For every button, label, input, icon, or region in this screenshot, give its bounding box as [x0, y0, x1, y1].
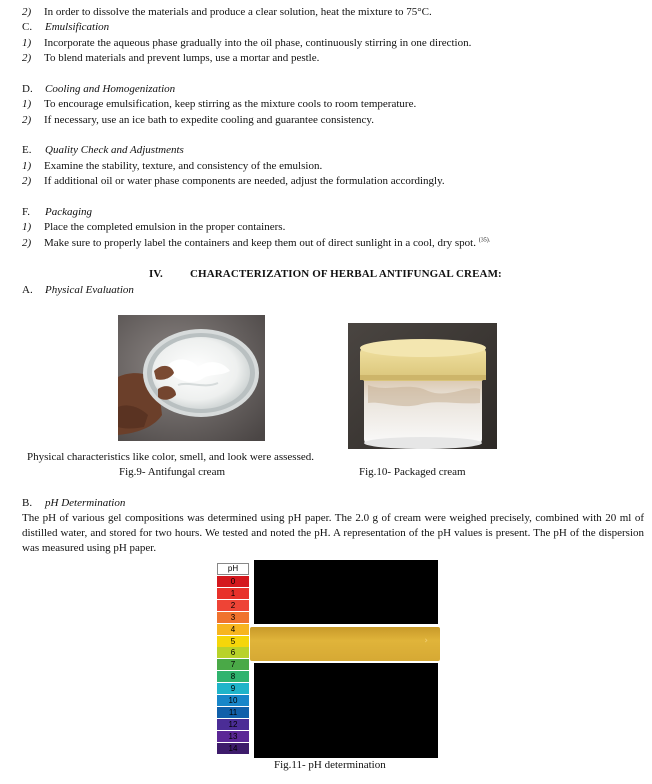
item-number: 1)	[22, 98, 32, 110]
item-text: To encourage emulsification, keep stirring as the mixture cools to room temperature.	[44, 98, 417, 110]
section-f-letter: F.	[22, 206, 30, 218]
ph-black-panel-top	[254, 560, 438, 624]
item-text	[44, 237, 490, 249]
ph-paragraph: The pH of various gel compositions was determined using pH paper. The 2.0 g of cream were weighed precisely, combined with 20 ml of distilled water, and stored for two hours. We tested and noted the pH. A representation of the pH values is present. The pH of the dispersion was measured using pH paper.	[22, 512, 644, 554]
citation-ref: (35).	[478, 237, 491, 244]
chevron-right-icon: ›	[424, 636, 428, 646]
ph-scale-value: 13	[217, 731, 249, 742]
item-text: In order to dissolve the materials and produce a clear solution, heat the mixture to 75°C.	[44, 6, 432, 18]
section-c-title: Emulsification	[45, 21, 110, 33]
item-number: 2)	[22, 114, 32, 126]
fig10-caption: Fig.10- Packaged cream	[359, 466, 466, 478]
ph-paper-strip	[250, 627, 440, 661]
ph-scale-header: pH	[217, 563, 249, 575]
packaged-cream-photo	[348, 323, 497, 449]
item-number: 1)	[22, 160, 32, 172]
ph-scale-value: 5	[217, 636, 249, 647]
ph-black-panel-bottom	[254, 663, 438, 758]
section-d-title: Cooling and Homogenization	[45, 83, 176, 95]
subsection-b-title: pH Determination	[45, 497, 126, 509]
section-d-letter: D.	[22, 83, 33, 95]
chapter-title: CHARACTERIZATION OF HERBAL ANTIFUNGAL CREAM:	[190, 268, 502, 280]
packaged-cream-illustration	[348, 323, 497, 449]
item-text: Examine the stability, texture, and consistency of the emulsion.	[44, 160, 323, 172]
item-text: If necessary, use an ice bath to expedite cooling and guarantee consistency.	[44, 114, 374, 126]
ph-scale-value: 8	[217, 671, 249, 682]
item-text: Incorporate the aqueous phase gradually into the oil phase, continuously stirring in one direction.	[44, 37, 472, 49]
item-text: If additional oil or water phase components are needed, adjust the formulation accordingly.	[44, 175, 445, 187]
item-number: 1)	[22, 221, 32, 233]
ph-scale-value: 0	[217, 576, 249, 587]
chapter-number: IV.	[149, 268, 163, 280]
section-e-letter: E.	[22, 144, 32, 156]
item-number: 2)	[22, 175, 32, 187]
ph-scale-value: 3	[217, 612, 249, 623]
item-number: 2)	[22, 6, 32, 18]
physical-evaluation-text: Physical characteristics like color, smell, and look were assessed.	[27, 451, 314, 463]
section-e-title: Quality Check and Adjustments	[45, 144, 184, 156]
ph-scale-value: 9	[217, 683, 249, 694]
subsection-a-title: Physical Evaluation	[45, 284, 134, 296]
item-number: 2)	[22, 52, 32, 64]
item-number: 2)	[22, 237, 32, 249]
item-number: 1)	[22, 37, 32, 49]
fig9-caption: Fig.9- Antifungal cream	[119, 466, 226, 478]
subsection-b-letter: B.	[22, 497, 33, 509]
item-text: Place the completed emulsion in the proper containers.	[44, 221, 286, 233]
ph-scale-value: 6	[217, 647, 249, 658]
item-text: To blend materials and prevent lumps, use a mortar and pestle.	[44, 52, 320, 64]
antifungal-cream-illustration	[118, 315, 265, 441]
section-c-letter: C.	[22, 21, 33, 33]
fig11-caption: Fig.11- pH determination	[274, 759, 386, 771]
ph-determination-figure	[217, 560, 441, 758]
ph-scale-value: 4	[217, 624, 249, 635]
ph-scale-value: 2	[217, 600, 249, 611]
section-f-title: Packaging	[45, 206, 93, 218]
ph-scale-value: 7	[217, 659, 249, 670]
subsection-a-letter: A.	[22, 284, 33, 296]
ph-scale-value: 10	[217, 695, 249, 706]
item-text-body: Make sure to properly label the containers and keep them out of direct sunlight in a cool, dry spot.	[44, 237, 476, 249]
ph-scale-value: 11	[217, 707, 249, 718]
ph-scale-value: 12	[217, 719, 249, 730]
ph-scale-value: 1	[217, 588, 249, 599]
ph-scale-value: 14	[217, 743, 249, 754]
antifungal-cream-photo	[118, 315, 265, 441]
